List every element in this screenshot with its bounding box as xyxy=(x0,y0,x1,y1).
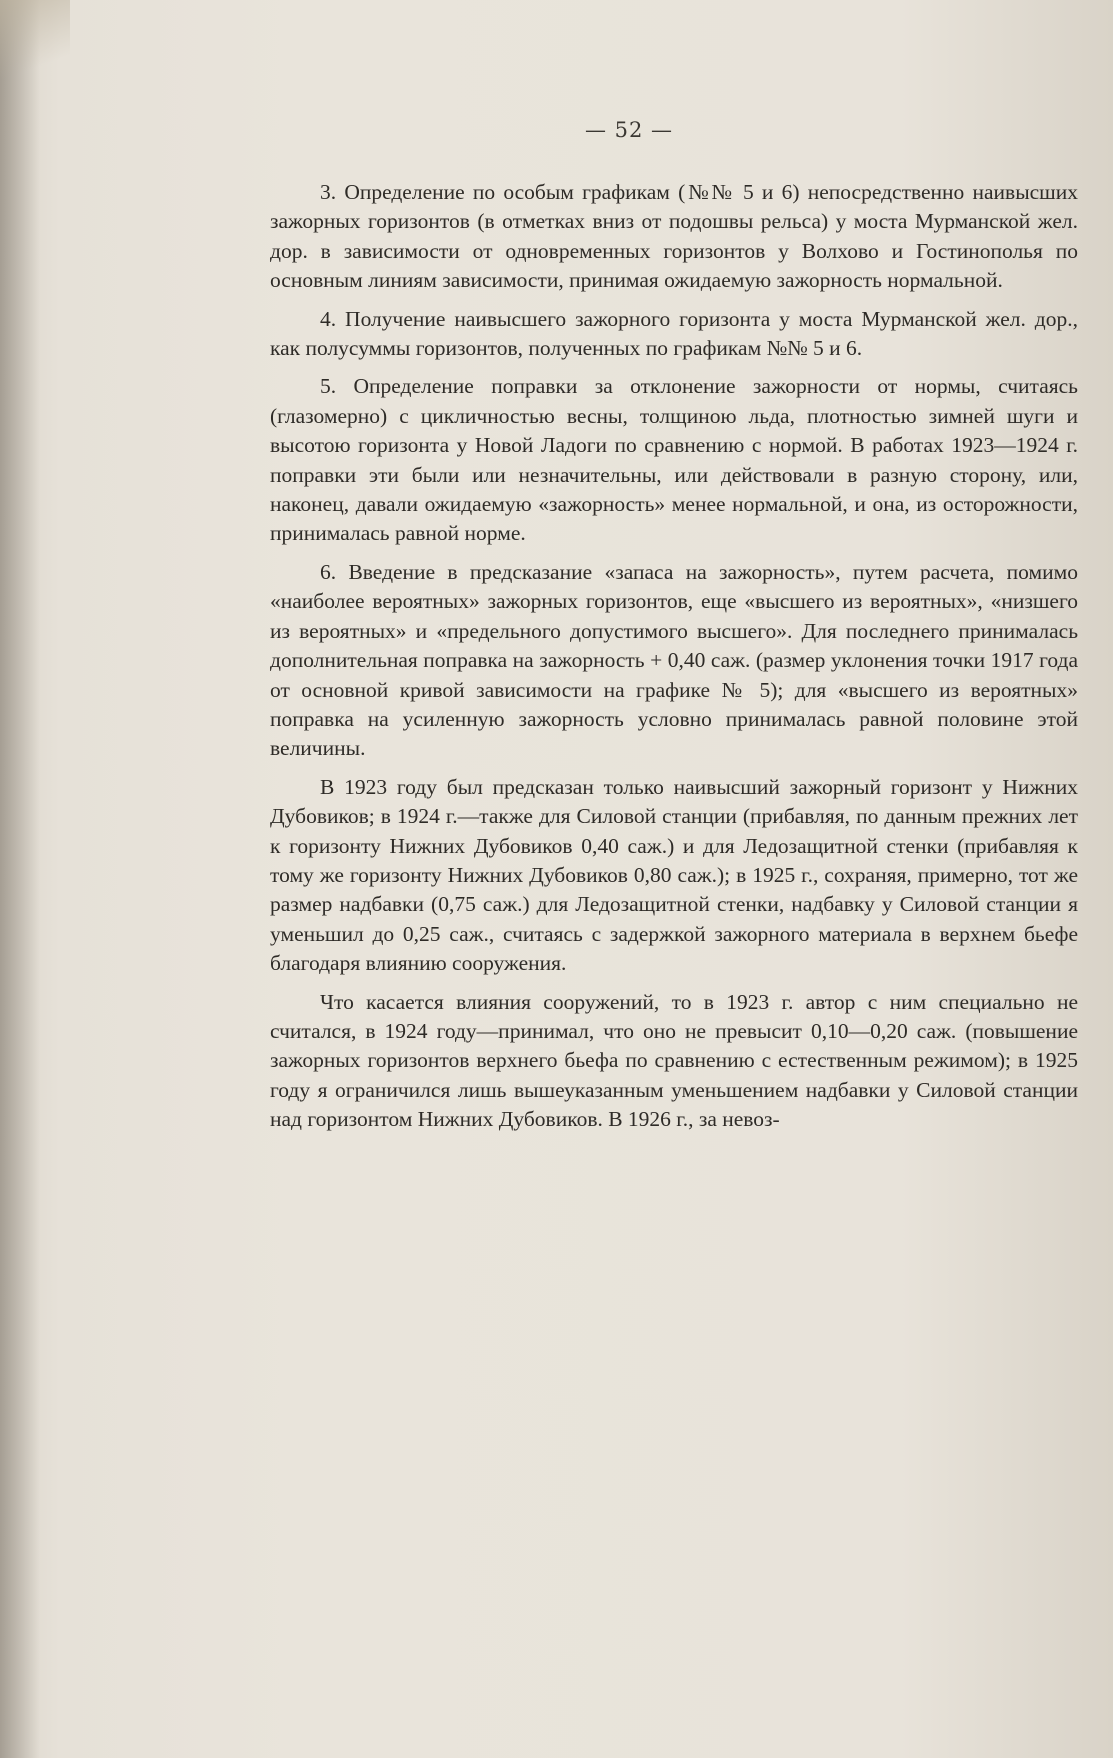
page-edge-shadow xyxy=(0,0,40,1758)
paragraph-forecasts-1923-1925: В 1923 году был предсказан только наивысший зажорный горизонт у Нижних Дубовиков; в 1924 г.—также для Силовой станции (прибавляя, по данным прежних лет к горизонту Нижних Дубовиков 0,40 саж.) и для Ледозащитной стенки (прибавляя к тому же горизонту Нижних Дубовиков 0,80 саж.); в 1925 г., сохраняя, примерно, тот же размер надбавки (0,75 саж.) для Ледозащитной стенки, надбавку у Силовой станции я уменьшил до 0,25 саж., считаясь с задержкой зажорного материала в верхнем бьефе благодаря влиянию сооружения. xyxy=(270,774,1078,976)
paragraph-item-5: 5. Определение поправки за отклонение зажорности от нормы, считаясь (глазомерно) с цикличностью весны, толщиною льда, плотностью зимней шуги и высотою горизонта у Новой Ладоги по сравнению с нормой. В работах 1923—1924 г. поправки эти были или незначительны, или действовали в разную сторону, или, наконец, давали ожидаемую «зажорность» менее нормальной, и она, из осторожности, принималась равной норме. xyxy=(270,374,1078,546)
paragraph-item-3: 3. Определение по особым графикам (№№ 5 и 6) непосредственно наивысших зажорных горизонтов (в отметках вниз от подошвы рельса) у моста Мурманской жел. дор. в зависимости от одновременных горизонтов у Волхово и Гостинополья по основным линиям зависимости, принимая ожидаемую зажорность нормальной. xyxy=(270,180,1078,293)
body-text xyxy=(270,178,1078,1144)
paper-corner-fibers xyxy=(0,0,70,90)
paragraph-structures-influence: Что касается влияния сооружений, то в 1923 г. автор с ним специально не считался, в 1924 году—принимал, что оно не превысит 0,10—0,20 саж. (повышение зажорных горизонтов верхнего бьефа по сравнению с естественным режимом); в 1925 году я ограничился лишь вышеуказанным уменьшением надбавки у Силовой станции над горизонтом Нижних Дубовиков. В 1926 г., за невоз- xyxy=(270,989,1078,1132)
paragraph-item-6: 6. Введение в предсказание «запаса на зажорность», путем расчета, помимо «наиболее вероятных» зажорных горизонтов, еще «высшего из вероятных», «низшего из вероятных» и «предельного допустимого высшего». Для последнего принималась дополнительная поправка на зажорность + 0,40 саж. (размер уклонения точки 1917 года от основной кривой зависимости на графике № 5); для «высшего из вероятных» поправка на усиленную зажорность условно принималась равной половине этой величины. xyxy=(270,559,1078,761)
page-number: — 52 — xyxy=(584,118,674,142)
paragraph-item-4: 4. Получение наивысшего зажорного горизонта у моста Мурманской жел. дор., как полусуммы горизонтов, полученных по графикам №№ 5 и 6. xyxy=(270,306,1078,361)
